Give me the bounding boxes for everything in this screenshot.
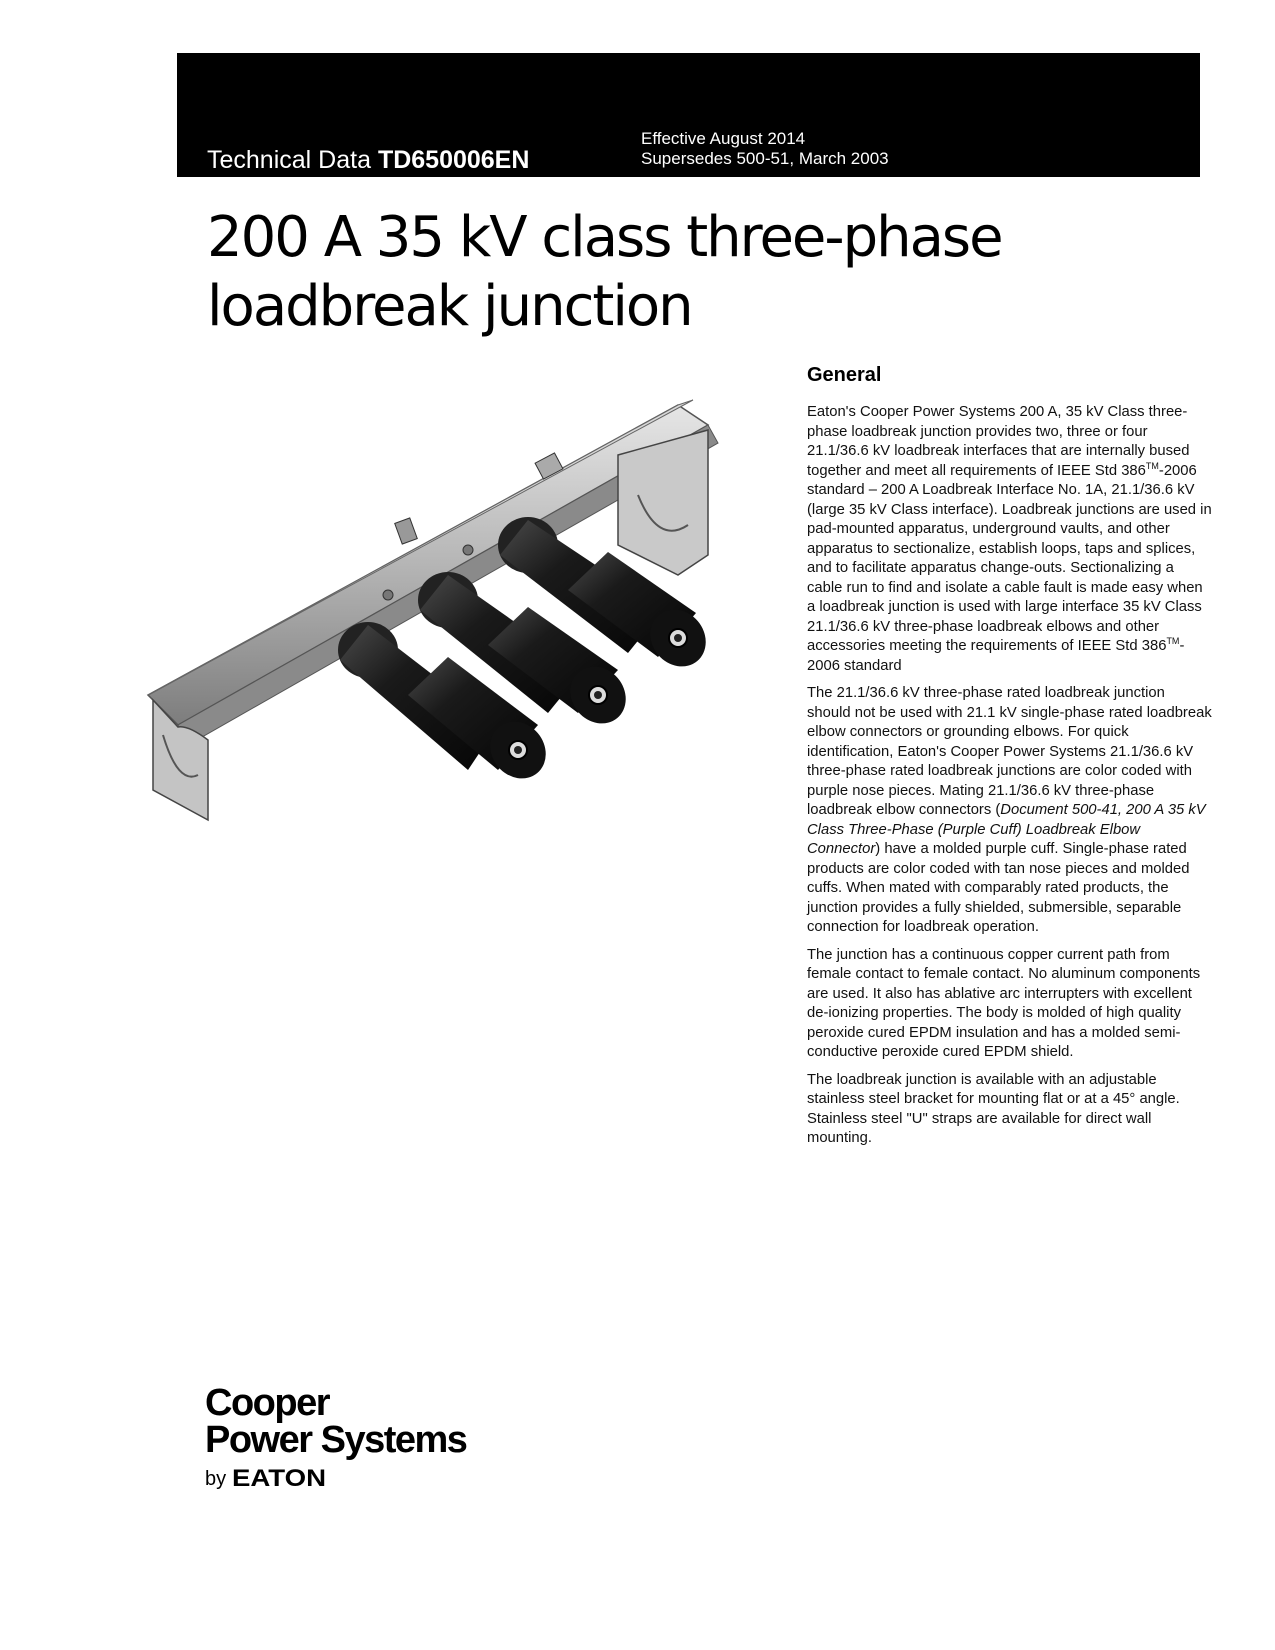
header-bar — [177, 53, 1200, 177]
logo-by: by — [205, 1467, 227, 1490]
document-reference: Document 500-41, 200 A 35 kV Class Three-Phase (Purple Cuff) Loadbreak Elbow Connector — [807, 802, 1206, 857]
effective-info — [641, 129, 889, 169]
general-paragraph-3: The junction has a continuous copper current path from female contact to female contact. No aluminum components are used. It also has ablative arc interrupters with excellent de-ionizing properties. The body is molded of high quality peroxide cured EPDM insulation and has a molded semi-conductive peroxide cured EPDM shield. — [807, 946, 1201, 1060]
title-line-1: 200 A 35 kV class three-phase — [207, 205, 1002, 270]
loadbreak-junction-photo — [118, 395, 758, 905]
general-paragraph-1: Eaton's Cooper Power Systems 200 A, 35 kV Class three-phase loadbreak junction provides two, three or four 21.1/36.6 kV loadbreak interfaces that are internally bused together and meet all requirements of IEEE Std 386™-2006 standard – 200 A Loadbreak Interface No. 1A, 21.1/36.6 kV (large 35 kV Class interface). Loadbreak junctions are used in pad-mounted apparatus, underground vaults, and other apparatus to sectionalize, establish loops, taps and splices, and to facilitate apparatus change-outs. Sectionalizing a cable run to find and isolate a cable fault is made easy when a loadbreak junction is used with large interface 35 kV Class 21.1/36.6 kV three-phase loadbreak elbows and other accessories meeting the requirements of IEEE Std 386™-2006 standard — [807, 404, 1212, 674]
effective-date: Effective August 2014 — [641, 129, 806, 148]
eaton-logo: EATON — [232, 1465, 327, 1492]
cooper-power-systems-logo — [205, 1382, 467, 1493]
general-body — [807, 403, 1212, 1157]
technical-data-prefix: Technical Data — [207, 146, 378, 174]
logo-line-cooper: Cooper — [205, 1382, 329, 1424]
logo-by-row — [205, 1465, 466, 1493]
technical-data-label — [207, 146, 529, 175]
supersedes-note: Supersedes 500-51, March 2003 — [641, 149, 889, 168]
general-heading: General — [807, 364, 882, 386]
document-code: TD650006EN — [377, 146, 530, 174]
general-paragraph-4: The loadbreak junction is available with an adjustable stainless steel bracket for mounting flat or at a 45° angle. Stainless steel "U" straps are available for direct wall mounting. — [807, 1071, 1180, 1146]
title-line-2: loadbreak junction — [207, 274, 692, 339]
logo-line-power-systems: Power Systems — [205, 1419, 467, 1461]
document-title — [207, 203, 1067, 341]
general-paragraph-2: The 21.1/36.6 kV three-phase rated loadbreak junction should not be used with 21.1 kV single-phase rated loadbreak elbow connectors or grounding elbows. For quick identification, Eaton's Cooper Power Systems 21.1/36.6 kV three-phase rated loadbreak junctions are color coded with purple nose pieces. Mating 21.1/36.6 kV three-phase loadbreak elbow connectors (Document 500-41, 200 A 35 kV Class Three-Phase (Purple Cuff) Loadbreak Elbow Connector) have a molded purple cuff. Single-phase rated products are color coded with tan nose pieces and molded cuffs. When mated with comparably rated products, the junction provides a fully shielded, submersible, separable connection for loadbreak operation. — [807, 685, 1212, 935]
